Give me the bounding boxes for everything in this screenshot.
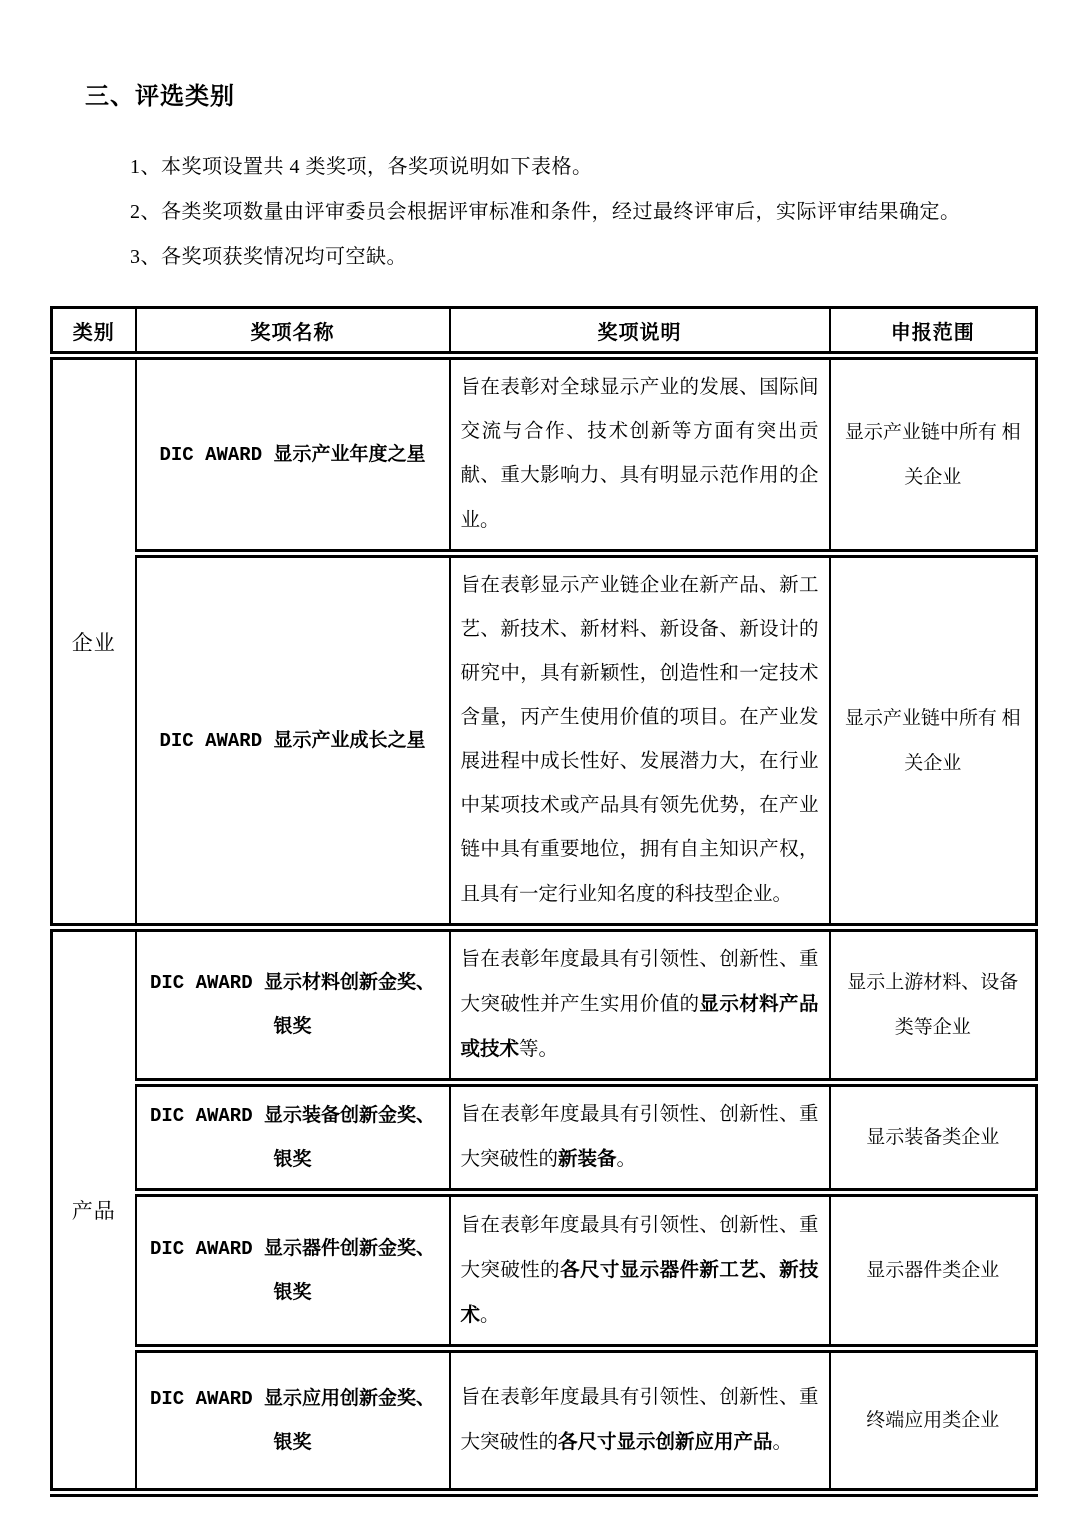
award-desc-cell <box>450 928 830 1083</box>
award-name-cell: DIC AWARD 显示材料创新金奖、银奖 <box>136 928 450 1083</box>
table-row <box>52 1193 1037 1349</box>
desc-text: 旨在表彰显示产业链企业在新产品、新工艺、新技术、新材料、新设备、新设计的研究中，具有新颖性，创造性和一定技术含量，丙产生使用价值的项目。在产业发展进程中成长性好、发展潜力大，在行业中某项技术或产品具有领先优势，在产业链中具有重要地位，拥有自主知识产权，且具有一定行业知名度的科技型企业。 <box>460 575 819 905</box>
desc-text: 旨在表彰对全球显示产业的发展、国际间交流与合作、技术创新等方面有突出贡献、重大影响力、具有明显示范作用的企业。 <box>460 377 819 531</box>
award-name-cell: DIC AWARD 显示器件创新金奖、银奖 <box>136 1193 450 1349</box>
desc-text: 。 <box>772 1432 793 1453</box>
table-row <box>52 356 1037 554</box>
desc-text: 。 <box>616 1149 637 1170</box>
award-scope-cell: 显示产业链中所有 相关企业 <box>830 356 1037 554</box>
table-header-row <box>52 308 1037 356</box>
table-row <box>52 1083 1037 1193</box>
col-header-scope: 申报范围 <box>830 308 1037 356</box>
award-name-cell: DIC AWARD 显示应用创新金奖、银奖 <box>136 1349 450 1493</box>
table-row <box>52 554 1037 928</box>
desc-text: 。 <box>480 1304 500 1326</box>
award-scope-cell: 显示器件类企业 <box>830 1193 1037 1349</box>
desc-bold-text: 各尺寸显示创新应用产品 <box>558 1431 773 1453</box>
note-item: 1、本奖项设置共 4 类奖项，各奖项说明如下表格。 <box>130 156 593 178</box>
award-desc-cell <box>450 1349 830 1493</box>
award-scope-cell: 显示产业链中所有 相关企业 <box>830 554 1037 928</box>
table-row <box>52 1349 1037 1493</box>
award-scope-cell: 显示上游材料、设备 类等企业 <box>830 928 1037 1083</box>
desc-text: 旨在表彰年度最具有引领性、创新性、重大突破性的 <box>460 1104 819 1170</box>
award-desc-cell <box>450 356 830 554</box>
desc-bold-text: 新装备 <box>558 1148 617 1170</box>
award-name-cell: DIC AWARD 显示装备创新金奖、银奖 <box>136 1083 450 1193</box>
award-name-cell: DIC AWARD 显示产业成长之星 <box>136 554 450 928</box>
desc-bold-text: 各尺寸显示器件新工艺、新技术 <box>460 1258 819 1326</box>
section-heading: 三、评选类别 <box>85 83 235 110</box>
award-scope-cell: 显示装备类企业 <box>830 1083 1037 1193</box>
award-desc-cell <box>450 1193 830 1349</box>
award-name-cell: DIC AWARD 显示产业年度之星 <box>136 356 450 554</box>
col-header-award-name: 奖项名称 <box>136 308 450 356</box>
awards-table <box>50 306 1038 1497</box>
award-desc-cell <box>450 1083 830 1193</box>
table-row <box>52 928 1037 1083</box>
col-header-award-description: 奖项说明 <box>450 308 830 356</box>
desc-text: 旨在表彰年度最具有引领性、创新性、重大突破性的 <box>460 1387 819 1453</box>
desc-bold-text: 显示材料产品或技术 <box>460 993 819 1060</box>
note-item: 3、各奖项获奖情况均可空缺。 <box>130 246 407 268</box>
desc-text: 旨在表彰年度最具有引领性、创新性、重大突破性并产生实用价值的 <box>460 949 819 1015</box>
category-cell-enterprise: 企业 <box>52 356 136 928</box>
desc-text: 旨在表彰年度最具有引领性、创新性、重大突破性的 <box>460 1214 819 1281</box>
note-item: 2、各类奖项数量由评审委员会根据评审标准和条件，经过最终评审后，实际评审结果确定。 <box>130 201 961 223</box>
award-scope-cell: 终端应用类企业 <box>830 1349 1037 1493</box>
desc-text: 等。 <box>519 1039 559 1060</box>
award-desc-cell <box>450 554 830 928</box>
notes-list <box>130 145 1040 280</box>
col-header-category: 类别 <box>52 308 136 356</box>
category-cell-product: 产品 <box>52 928 136 1493</box>
